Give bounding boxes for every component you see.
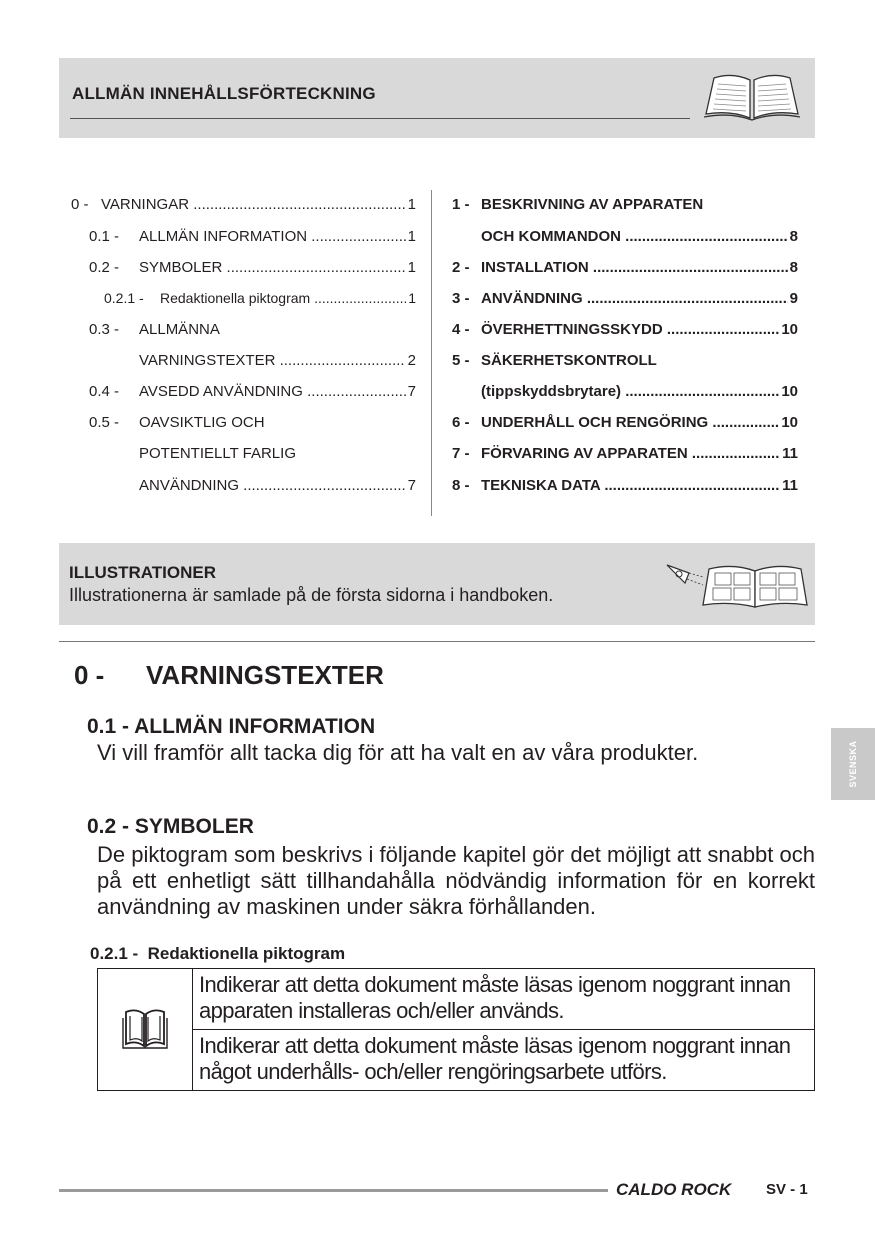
pictogram-description: Indikerar att detta dokument måste läsas igenom noggrant innan apparaten installeras och/eller används. (193, 969, 815, 1030)
section-separator (59, 641, 815, 642)
toc-num: 3 - (452, 290, 470, 307)
toc-text: POTENTIELLT FARLIG (139, 445, 296, 462)
toc-entry[interactable] (89, 477, 416, 494)
toc-text: OAVSIKTLIG OCH (139, 414, 265, 431)
toc-entry[interactable] (452, 228, 798, 245)
section-heading (74, 660, 384, 691)
subsection-heading: 0.1 - ALLMÄN INFORMATION (87, 715, 376, 738)
toc-text: Redaktionella piktogram ..... (160, 290, 406, 306)
toc-entry[interactable] (452, 383, 798, 400)
toc-entry[interactable] (104, 290, 416, 306)
pictogram-cell (98, 969, 193, 1091)
footer-rule (59, 1189, 608, 1192)
toc-num: 0 - (71, 196, 89, 213)
toc-num: 2 - (452, 259, 470, 276)
toc-page: 7 (407, 383, 416, 400)
toc-page: 10 (781, 414, 798, 431)
toc-text: TEKNISKA DATA ..... (481, 477, 780, 494)
toc-page: 8 (789, 228, 798, 245)
toc-page: 9 (789, 290, 798, 307)
toc-page: 1 (407, 228, 416, 245)
toc-entry[interactable] (452, 352, 798, 369)
toc-entry[interactable] (89, 259, 416, 276)
subsubsection-heading: 0.2.1 - Redaktionella piktogram (90, 944, 346, 963)
toc-num: 0.5 - (89, 414, 120, 431)
toc-text: OCH KOMMANDON ..... (481, 228, 788, 245)
toc-text: INSTALLATION ..... (481, 259, 788, 276)
toc-num: 5 - (452, 352, 470, 369)
toc-num: 0.3 - (89, 321, 120, 338)
toc-entry[interactable] (452, 321, 798, 338)
toc-title: ALLMÄN INNEHÅLLSFÖRTECKNING (72, 84, 376, 103)
toc-entry[interactable] (452, 196, 798, 213)
manual-book-icon (122, 1004, 168, 1050)
section-number: 0 - (74, 660, 105, 690)
toc-text: ÖVERHETTNINGSSKYDD ..... (481, 321, 779, 338)
toc-num: 0.4 - (89, 383, 120, 400)
toc-text: FÖRVARING AV APPARATEN ..... (481, 445, 780, 462)
illustrations-band (59, 543, 815, 625)
toc-text: VARNINGAR ..... (101, 196, 406, 213)
toc-entry[interactable] (452, 414, 798, 431)
header-rule (70, 118, 690, 119)
toc-entry[interactable] (89, 414, 416, 431)
toc-text: ALLMÄNNA (139, 321, 220, 338)
table-row (98, 1030, 815, 1091)
toc-text: VARNINGSTEXTER ..... (139, 352, 406, 369)
toc-entry[interactable] (89, 383, 416, 400)
open-book-icon (702, 70, 802, 122)
toc-text: UNDERHÅLL OCH RENGÖRING ..... (481, 414, 779, 431)
toc-text: (tippskyddsbrytare) ..... (481, 383, 779, 400)
toc-header (59, 58, 815, 138)
toc-text: BESKRIVNING AV APPARATEN (481, 196, 704, 213)
toc-entry[interactable] (452, 445, 798, 462)
toc-num: 7 - (452, 445, 470, 462)
toc-text: ALLMÄN INFORMATION ..... (139, 228, 406, 245)
toc-page: 8 (789, 259, 798, 276)
toc-num: 0.2 - (89, 259, 120, 276)
toc-num: 1 - (452, 196, 470, 213)
toc-entry[interactable] (452, 259, 798, 276)
subsection-text: Vi vill framför allt tacka dig för att ha valt en av våra produkter. (97, 740, 699, 765)
pictogram-table (97, 968, 815, 1091)
toc-entry[interactable] (89, 352, 416, 369)
toc-page: 11 (782, 445, 798, 462)
toc-text: SYMBOLER ..... (139, 259, 406, 276)
toc-num: 8 - (452, 477, 470, 494)
pictogram-description: Indikerar att detta dokument måste läsas igenom noggrant innan något underhålls- och/eller rengöringsarbete utförs. (193, 1030, 815, 1091)
toc-text: SÄKERHETSKONTROLL (481, 352, 657, 369)
toc-text: AVSEDD ANVÄNDNING ..... (139, 383, 406, 400)
toc-page: 1 (408, 290, 416, 306)
toc-entry[interactable] (452, 290, 798, 307)
subsection-heading: 0.2 - SYMBOLER (87, 815, 254, 838)
toc-num: 0.2.1 - (104, 290, 144, 306)
toc-text: ANVÄNDNING ..... (481, 290, 788, 307)
toc-num: 6 - (452, 414, 470, 431)
toc-page: 11 (782, 477, 798, 494)
toc-page: 2 (407, 352, 416, 369)
toc-divider (431, 190, 432, 516)
language-tab-label: SVENSKA (848, 740, 858, 788)
toc-entry[interactable] (89, 321, 416, 338)
toc-entry[interactable] (71, 196, 416, 213)
footer-brand: CALDO ROCK (616, 1180, 732, 1199)
toc-page: 10 (781, 383, 798, 400)
toc-num: 4 - (452, 321, 470, 338)
section-title: VARNINGSTEXTER (146, 660, 384, 690)
toc-page: 10 (781, 321, 798, 338)
toc-page: 7 (407, 477, 416, 494)
language-tab[interactable] (831, 728, 875, 800)
toc-entry[interactable] (89, 445, 416, 462)
illustrations-title: ILLUSTRATIONER (69, 563, 217, 582)
table-row (98, 969, 815, 1030)
illustrated-book-icon (663, 559, 809, 611)
toc-entry[interactable] (89, 228, 416, 245)
toc-page: 1 (407, 259, 416, 276)
subsection-text: De piktogram som beskrivs i följande kapitel gör det möjligt att snabbt och på ett enhetligt sätt tillhandahålla nödvändig information för en korrekt användning av maskinen under säkra förhållanden. (97, 842, 815, 919)
toc-num: 0.1 - (89, 228, 120, 245)
toc-text: ANVÄNDNING ..... (139, 477, 406, 494)
toc-page: 1 (407, 196, 416, 213)
footer-page-number: SV - 1 (766, 1181, 808, 1198)
illustrations-text: Illustrationerna är samlade på de första sidorna i handboken. (69, 585, 554, 605)
toc-entry[interactable] (452, 477, 798, 494)
